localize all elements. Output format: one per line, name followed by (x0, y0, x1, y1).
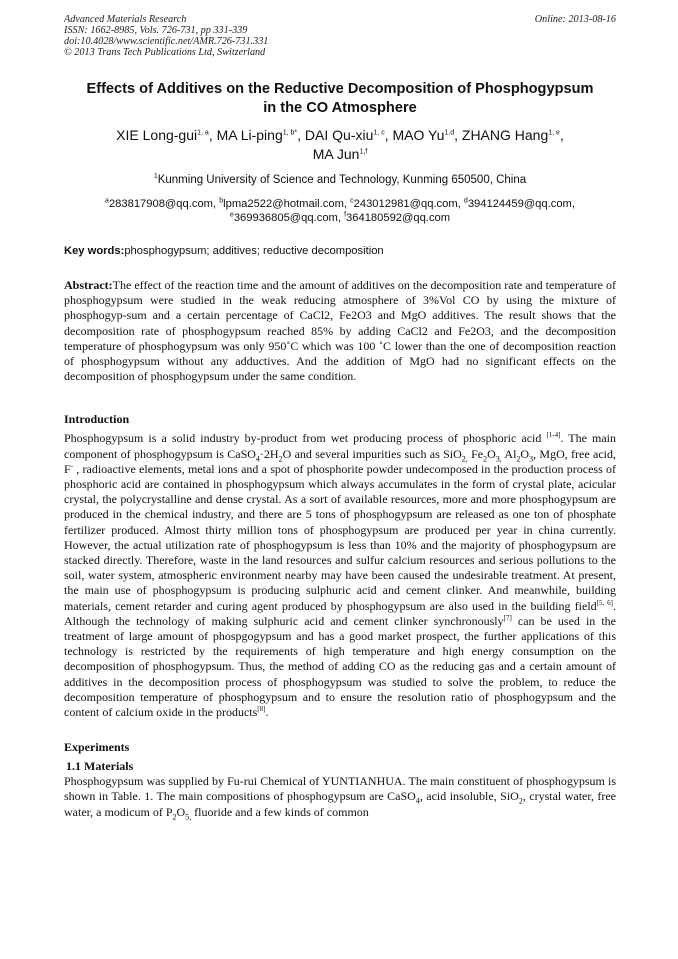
subsection-heading-materials: 1.1 Materials (66, 759, 134, 774)
journal-name: Advanced Materials Research (64, 14, 187, 25)
author-emails: $^a$283817908@qq.com, $^b$lpma2522@hotmail.com, $^c$243012981@qq.com, $^d$394124459@qq.com, $^e$369936805@qq.com, $^f$364180592@qq.com (105, 197, 575, 224)
paper-title: Effects of Additives on the Reductive Decomposition of Phosphogypsum in the CO Atmosphere (86, 81, 594, 116)
introduction-paragraph: Phosphogypsum is a solid industry by-product from wet producing process of phosphoric acid [1-4]. The main component of phosphogypsum is $CaSO_4\cdot 2H_2O$ and several impurities such as SiO$_{2,}$ $Fe_2O_{3,}$ $Al_2O_3$, MgO, free acid, F- , radioactive elements, metal ions and a spot of phosphorite powder undecomposed in the production process of phosphoric acid are contained in phosphogypsum which always accumulates in the form of crystal plate, acicular crystal, the polycrystalline and dense crystal. As a sort of available resources, more and more phosphogypsum are produced in the chemical industry, and there are 5 tons of phosphogypsum are released as one ton of phosphate fertilizer produced. Almost thirty million tons of phosphogypsum are produced per year in china currently. However, the actual utilization rate of phosphogypsum is less than 10% and the majority of phosphogypsum are stacked directly. Therefore, waste in the land resources and sulfur calcium resources and serious pollutions to the soil, water system, atmospheric environment nearby may have been caused the undesirable treatment. At present, the main use of phosphogypsum is producing sulphuric acid and cement clinker. And meanwhile, building materials, cement retarder and curing agent produced by phosphogypsum are also used in the building field[5, 6]. Although the technology of making sulphuric acid and cement clinker synchronously[7] can be used in the treatment of large amount of phospgogypsum and has a good market prospect, the further applications of this technology is restricted by the requirements of high temperature and high energy consumption on the decomposition of phosphogypsum. Thus, the method of adding CO as the reducing gas and a certain amount of additives in the decomposition process of phosphogypsum was studied to solve the problem, to reduce the decomposition temperature of phosphogypsum and to ensure the resolution ratio of phosphogypsum and the content of calcium oxide in the products[8]. (64, 431, 617, 720)
citation[interactable]: [5, 6] (596, 598, 613, 607)
keywords-label: Key words: (64, 245, 125, 257)
keywords (64, 244, 616, 258)
email-link[interactable]: 283817908@qq.com, (108, 198, 220, 210)
abstract-text: The effect of the reaction time and the amount of additives on the decomposition rate and temperature of phosphogypsum were studied in the weak reducing atmosphere of 3%Vol CO by using the mixture of phosphogyp-sum and a certain percentage of CaCl2, Fe2O3 and MgO additives. The result shows that the decomposition rate of phosphogypsum reached 85% by adding CaCl2 and Fe2O3, and the decomposition temperature of phosphogypsum was only 950˚C which was 100 ˚C lower than the one of decomposition reaction of phosphogypsum without any adductives. And the addition of MgO had no significant effects on the decomposition of phosphogypsum under the same condition. (64, 278, 616, 384)
author-list: XIE Long-gui$^{1, a}$, MA Li-ping$^{1, b*}$, DAI Qu-xiu$^{1, c}$, MAO Yu$^{1,d}$, ZHANG Hang$^{1, e}$, MA Jun$^{1,f}$ (116, 127, 564, 162)
email-link[interactable]: 364180592@qq.com (346, 212, 451, 224)
materials-paragraph: Phosphogypsum was supplied by Fu-rui Chemical of YUNTIANHUA. The main constituent of phosphogypsum is shown in Table. 1. The main compositions of phosphogypsum are CaSO$_4$, acid insoluble, SiO$_2$, crystal water, free water, a modicum of $P_2O_{5,}$ fluoride and a few kinds of common (64, 774, 616, 822)
citation[interactable]: [1-4] (546, 431, 561, 440)
doi-line[interactable]: doi:10.4028/www.scientific.net/AMR.726-731.331 (64, 36, 269, 47)
citation[interactable]: [8] (257, 705, 266, 714)
email-link[interactable]: lpma2522@hotmail.com, (223, 198, 351, 210)
journal-header (64, 14, 616, 58)
section-heading-introduction: Introduction (64, 412, 130, 427)
citation[interactable]: [7] (503, 613, 512, 622)
copyright-line: © 2013 Trans Tech Publications Ltd, Switzerland (64, 47, 266, 58)
email-link[interactable]: 243012981@qq.com, (353, 198, 464, 210)
affiliation: $^1$Kunming University of Science and Technology, Kunming 650500, China (153, 173, 527, 186)
issn-line: ISSN: 1662-8985, Vols. 726-731, pp 331-339 (64, 25, 248, 36)
online-date: Online: 2013-08-16 (534, 14, 616, 25)
keywords-text: phosphogypsum; additives; reductive decomposition (124, 245, 384, 257)
abstract (64, 278, 616, 384)
abstract-label: Abstract: (64, 278, 113, 292)
paper-page (64, 14, 616, 820)
email-link[interactable]: 394124459@qq.com, (467, 198, 575, 210)
email-link[interactable]: 369936805@qq.com, (233, 212, 345, 224)
section-heading-experiments: Experiments (64, 740, 130, 755)
